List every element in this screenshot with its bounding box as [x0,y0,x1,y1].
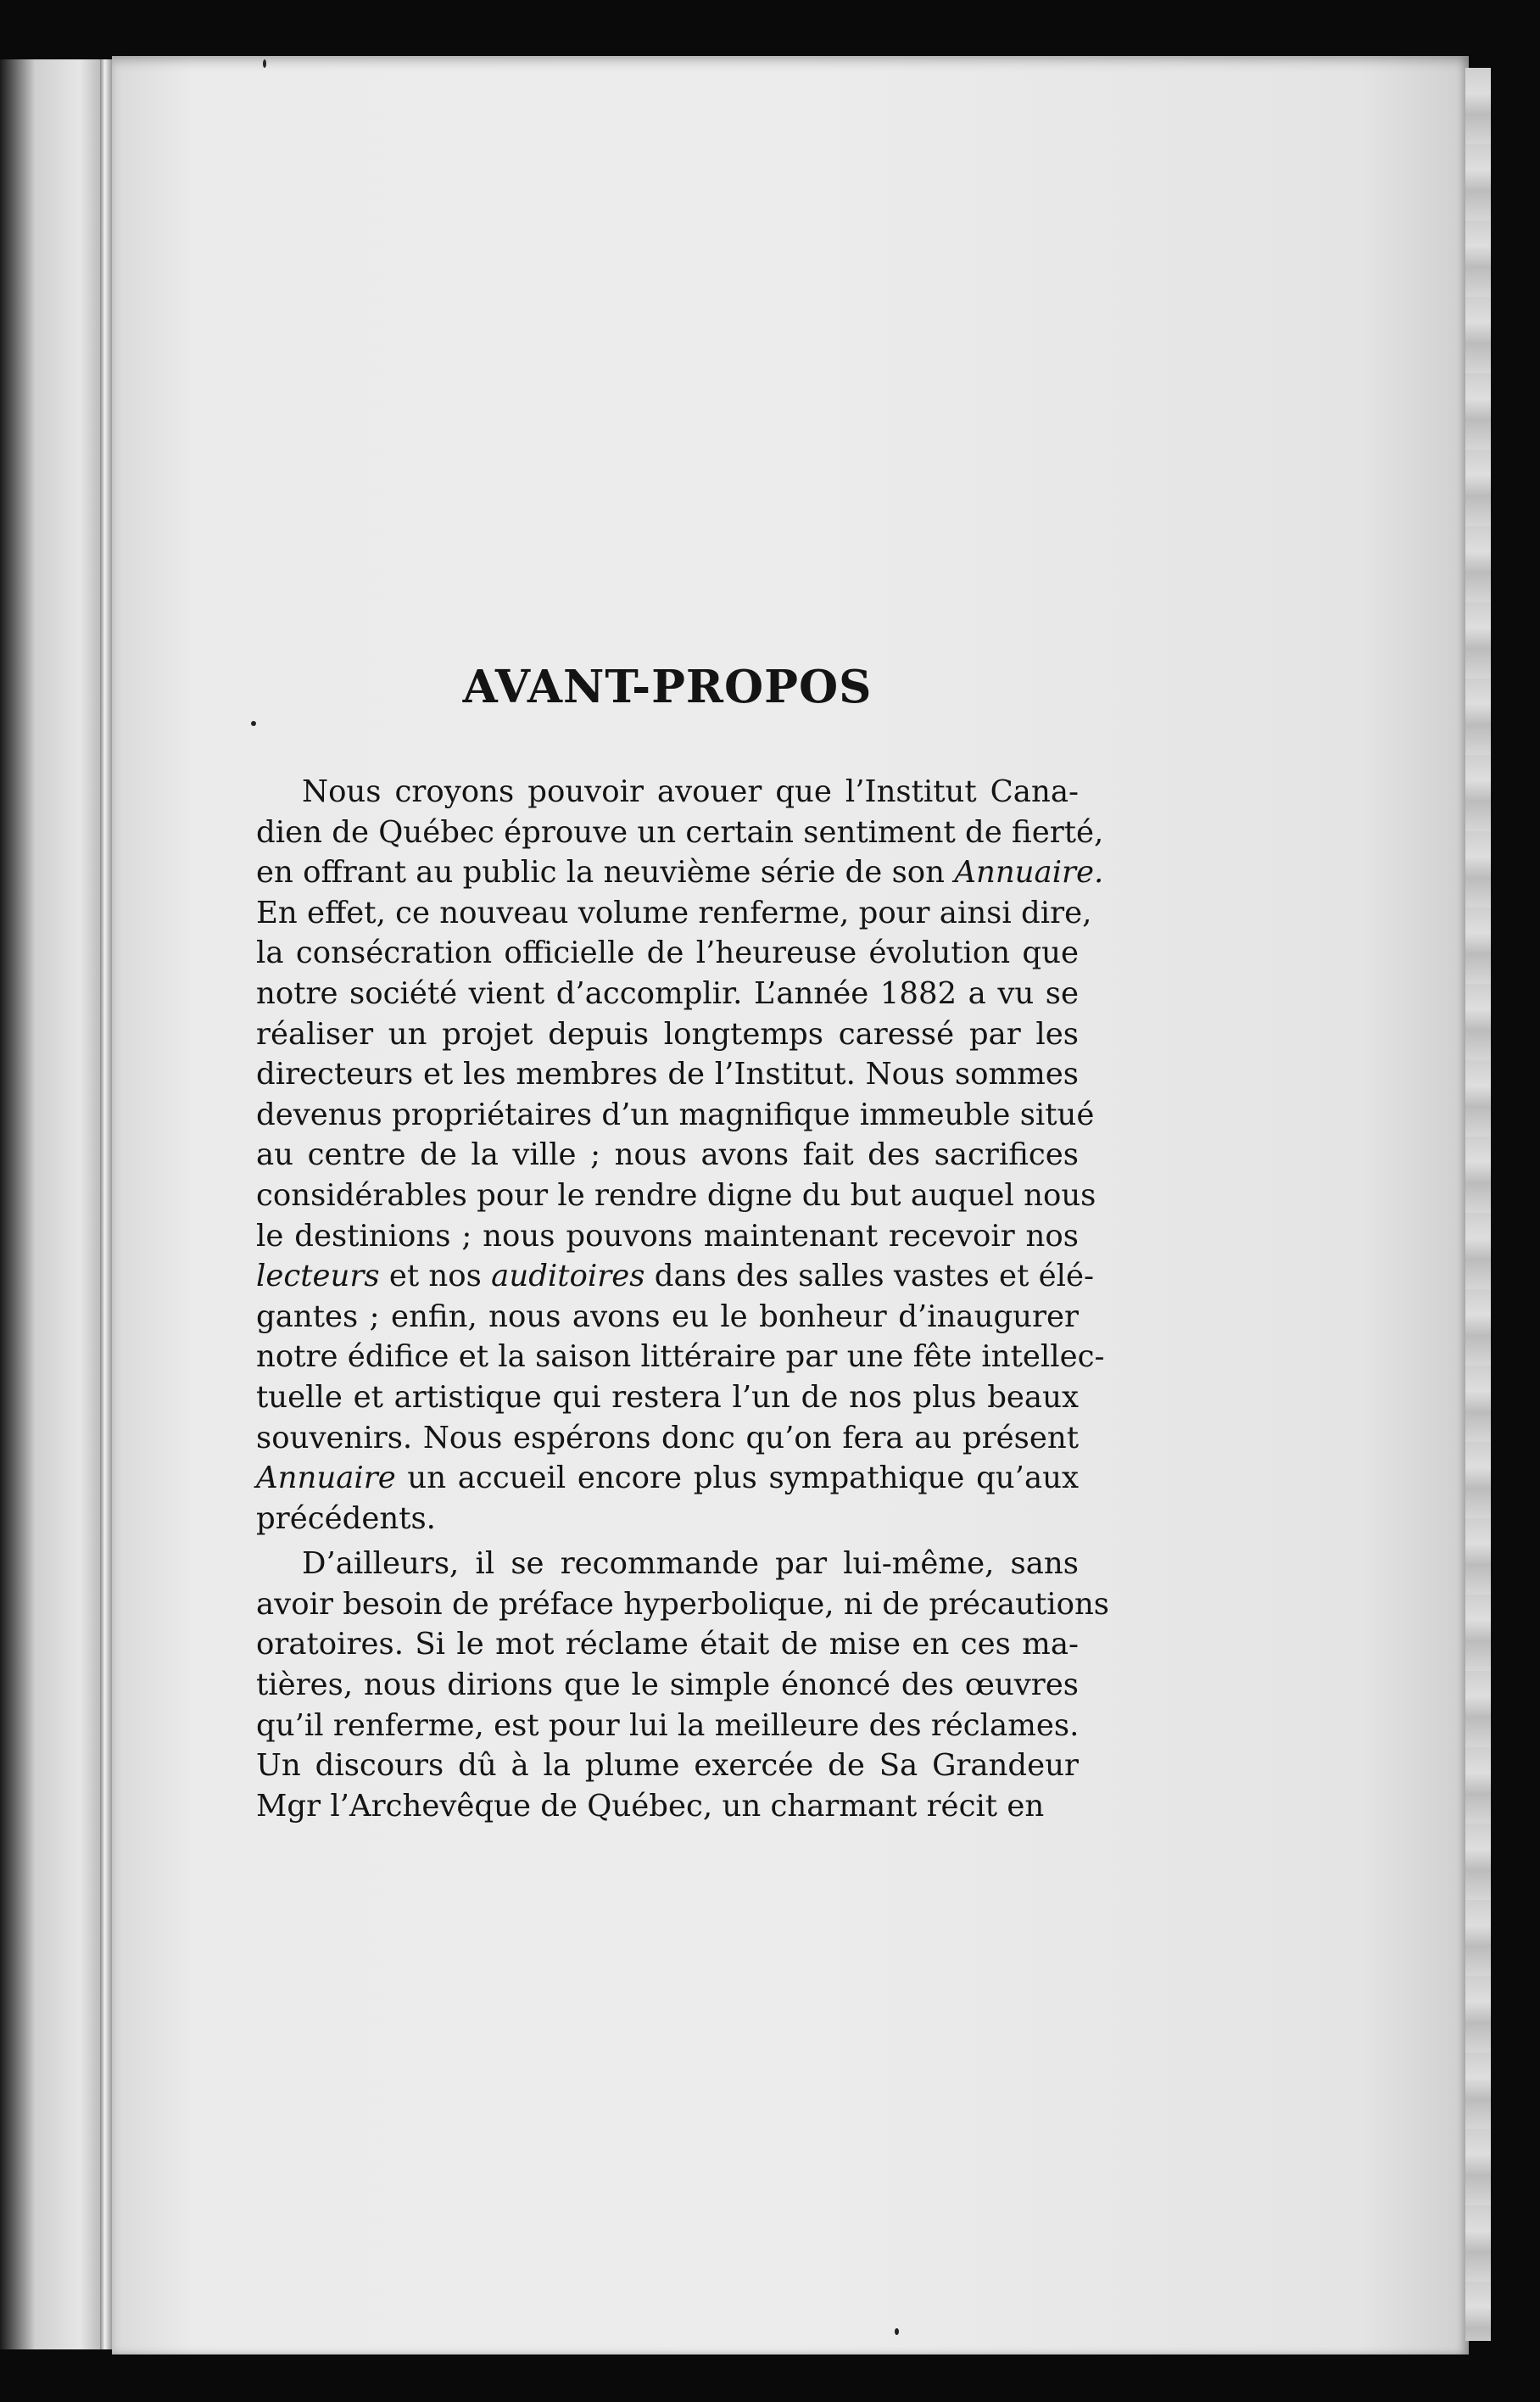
text-line: Mgr l’Archevêque de Québec, un charmant récit en [256,1788,1045,1824]
text-line: gantes ; enfin, nous avons eu le bonheur d’inaugurer [256,1299,1079,1334]
text-line: tuelle et artistique qui restera l’un de nos plus beaux [256,1379,1079,1415]
scan-speck [263,59,266,68]
text-line: le destinions ; nous pouvons maintenant recevoir nos [256,1218,1079,1254]
text-line: avoir besoin de préface hyperbolique, ni de précautions [256,1586,1110,1622]
text-line: réaliser un projet depuis longtemps caressé par les [256,1016,1079,1052]
page-edge [1465,68,1491,2341]
text-line: tières, nous dirions que le simple énoncé des œuvres [256,1667,1079,1703]
page-title: AVANT-PROPOS [462,661,873,713]
text-line: Nous croyons pouvoir avouer que l’Institut Cana- [302,774,1079,809]
text-line: Un discours dû à la plume exercée de Sa Grandeur [256,1748,1079,1784]
scan-speck [895,2328,899,2335]
text-line: notre édifice et la saison littéraire par une fête intellec- [256,1339,1105,1375]
text-line: directeurs et les membres de l’Institut. Nous sommes [256,1057,1079,1092]
paragraph [256,772,1105,1539]
text-line: devenus propriétaires d’un magnifique immeuble situé [256,1097,1095,1132]
text-line: Annuaire un accueil encore plus sympathique qu’aux [256,1461,1079,1496]
book-gutter [0,59,100,2349]
text-line: qu’il renferme, est pour lui la meilleure des réclames. [256,1707,1080,1743]
text-line: au centre de la ville ; nous avons fait des sacrifices [256,1137,1079,1173]
text-line: oratoires. Si le mot réclame était de mise en ces ma- [256,1627,1079,1662]
book-spine [100,59,112,2349]
text-line: dien de Québec éprouve un certain sentiment de fierté, [256,814,1104,850]
text-line: En effet, ce nouveau volume renferme, pour ainsi dire, [256,895,1092,930]
page-content [256,661,1110,1826]
paragraph [256,1544,1110,1826]
text-line: en offrant au public la neuvième série de son Annuaire. [256,855,1104,891]
body-text [256,772,1110,1826]
text-line: précédents. [256,1500,436,1536]
text-line: considérables pour le rendre digne du but auquel nous [256,1177,1096,1213]
text-line: lecteurs et nos auditoires dans des salles vastes et élé- [256,1259,1094,1294]
text-line: la consécration officielle de l’heureuse évolution que [256,936,1079,971]
text-line: souvenirs. Nous espérons donc qu’on fera au présent [256,1420,1079,1455]
text-line: notre société vient d’accomplir. L’année 1882 a vu se [256,975,1079,1011]
text-line: D’ailleurs, il se recommande par lui-même, sans [302,1546,1079,1582]
